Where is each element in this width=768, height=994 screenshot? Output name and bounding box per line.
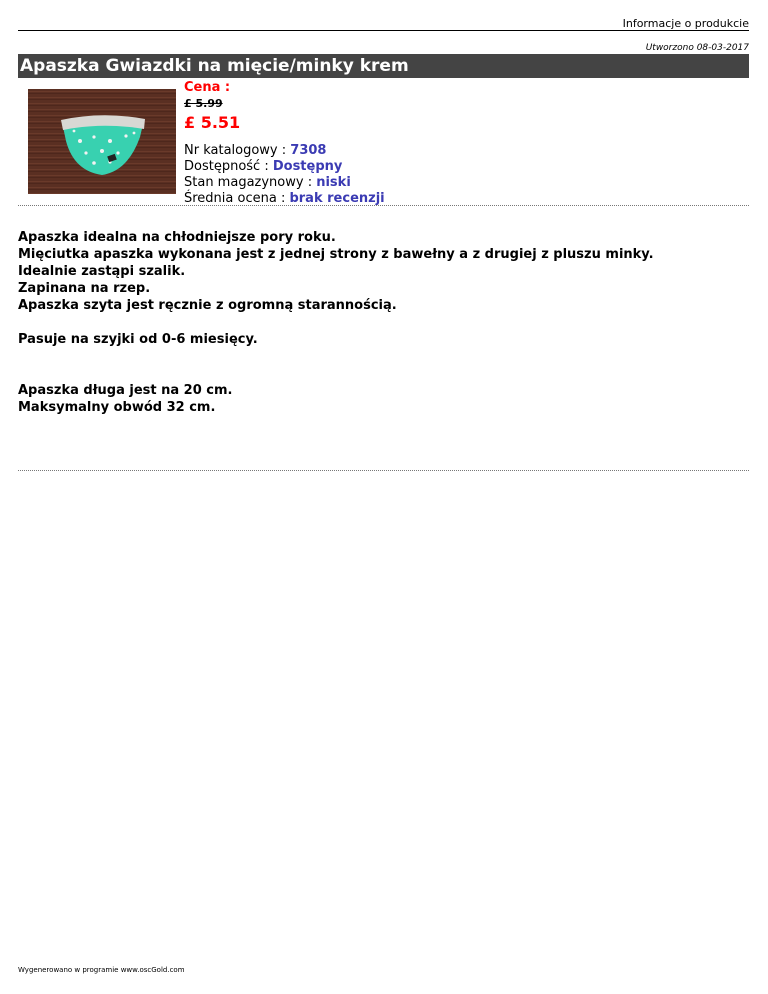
footer-generator-note: Wygenerowano w programie www.oscGold.com: [18, 966, 185, 974]
attribute-value: 7308: [290, 143, 327, 158]
attribute-catalog-number: [184, 143, 385, 159]
attribute-value: brak recenzji: [289, 191, 385, 206]
created-date: Utworzono 08-03-2017: [645, 43, 749, 53]
description-line: Mięciutka apaszka wykonana jest z jednej strony z bawełny a z drugiej z pluszu minky.: [18, 247, 654, 262]
description-line: Apaszka szyta jest ręcznie z ogromną starannością.: [18, 298, 397, 313]
old-price: £ 5.99: [184, 97, 223, 110]
attribute-availability: [184, 159, 385, 175]
attribute-stock: [184, 175, 385, 191]
attribute-label: Nr katalogowy :: [184, 143, 291, 158]
description-line: Apaszka idealna na chłodniejsze pory roku.: [18, 230, 336, 245]
current-price: £ 5.51: [184, 113, 241, 132]
section-divider: [18, 205, 749, 206]
attribute-label: Dostępność :: [184, 159, 273, 174]
section-divider: [18, 470, 749, 471]
attribute-value: Dostępny: [272, 159, 343, 174]
attribute-value: niski: [316, 175, 351, 190]
description-size-line: Maksymalny obwód 32 cm.: [18, 400, 216, 415]
description-fit: Pasuje na szyjki od 0-6 miesięcy.: [18, 332, 258, 347]
product-image: [28, 89, 176, 194]
product-attributes: [184, 143, 385, 207]
product-title: Apaszka Gwiazdki na mięcie/minky krem: [18, 54, 749, 78]
price-label: Cena :: [184, 80, 231, 95]
description-size-line: Apaszka długa jest na 20 cm.: [18, 383, 233, 398]
header-divider: [18, 30, 749, 31]
description-line: Zapinana na rzep.: [18, 281, 151, 296]
description-line: Idealnie zastąpi szalik.: [18, 264, 186, 279]
page-header-label: Informacje o produkcie: [622, 17, 749, 30]
attribute-label: Stan magazynowy :: [184, 175, 317, 190]
attribute-label: Średnia ocena :: [184, 191, 290, 206]
product-description: [18, 229, 738, 416]
product-info: [184, 80, 385, 207]
